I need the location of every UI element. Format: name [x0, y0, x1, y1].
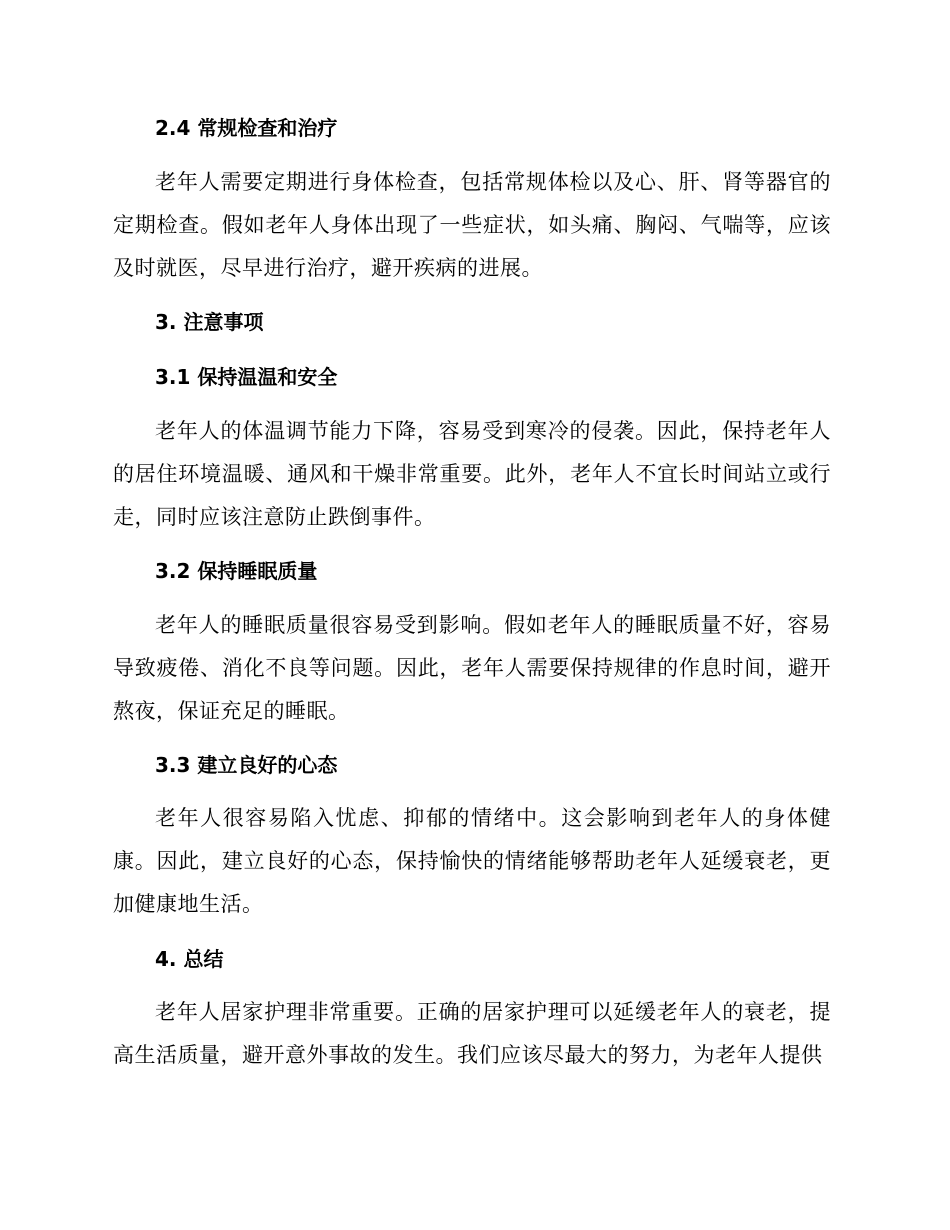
section-heading-4: 4. 总结	[155, 947, 224, 971]
section-paragraph-3-3: 老年人很容易陷入忧虑、抑郁的情绪中。这会影响到老年人的身体健康。因此，建立良好的心态，保持愉快的情绪能够帮助老年人延缓衰老，更加健康地生活。	[113, 806, 831, 916]
section-paragraph-3-2: 老年人的睡眠质量很容易受到影响。假如老年人的睡眠质量不好，容易导致疲倦、消化不良等问题。因此，老年人需要保持规律的作息时间，避开熬夜，保证充足的睡眠。	[113, 613, 831, 723]
section-heading-3-1: 3.1 保持温温和安全	[155, 365, 338, 389]
section-heading-2-4: 2.4 常规检查和治疗	[155, 116, 338, 140]
section-paragraph-2-4: 老年人需要定期进行身体检查，包括常规体检以及心、肝、肾等器官的定期检查。假如老年人身体出现了一些症状，如头痛、胸闷、气喘等，应该及时就医，尽早进行治疗，避开疾病的进展。	[113, 170, 831, 280]
section-heading-3-2: 3.2 保持睡眠质量	[155, 559, 318, 583]
section-heading-3-3: 3.3 建立良好的心态	[155, 753, 338, 777]
section-paragraph-4: 老年人居家护理非常重要。正确的居家护理可以延缓老年人的衰老，提高生活质量，避开意外事故的发生。我们应该尽最大的努力，为老年人提供	[113, 1000, 831, 1067]
section-heading-3: 3. 注意事项	[155, 310, 264, 334]
section-paragraph-3-1: 老年人的体温调节能力下降，容易受到寒冷的侵袭。因此，保持老年人的居住环境温暖、通风和干燥非常重要。此外，老年人不宜长时间站立或行走，同时应该注意防止跌倒事件。	[113, 419, 831, 529]
